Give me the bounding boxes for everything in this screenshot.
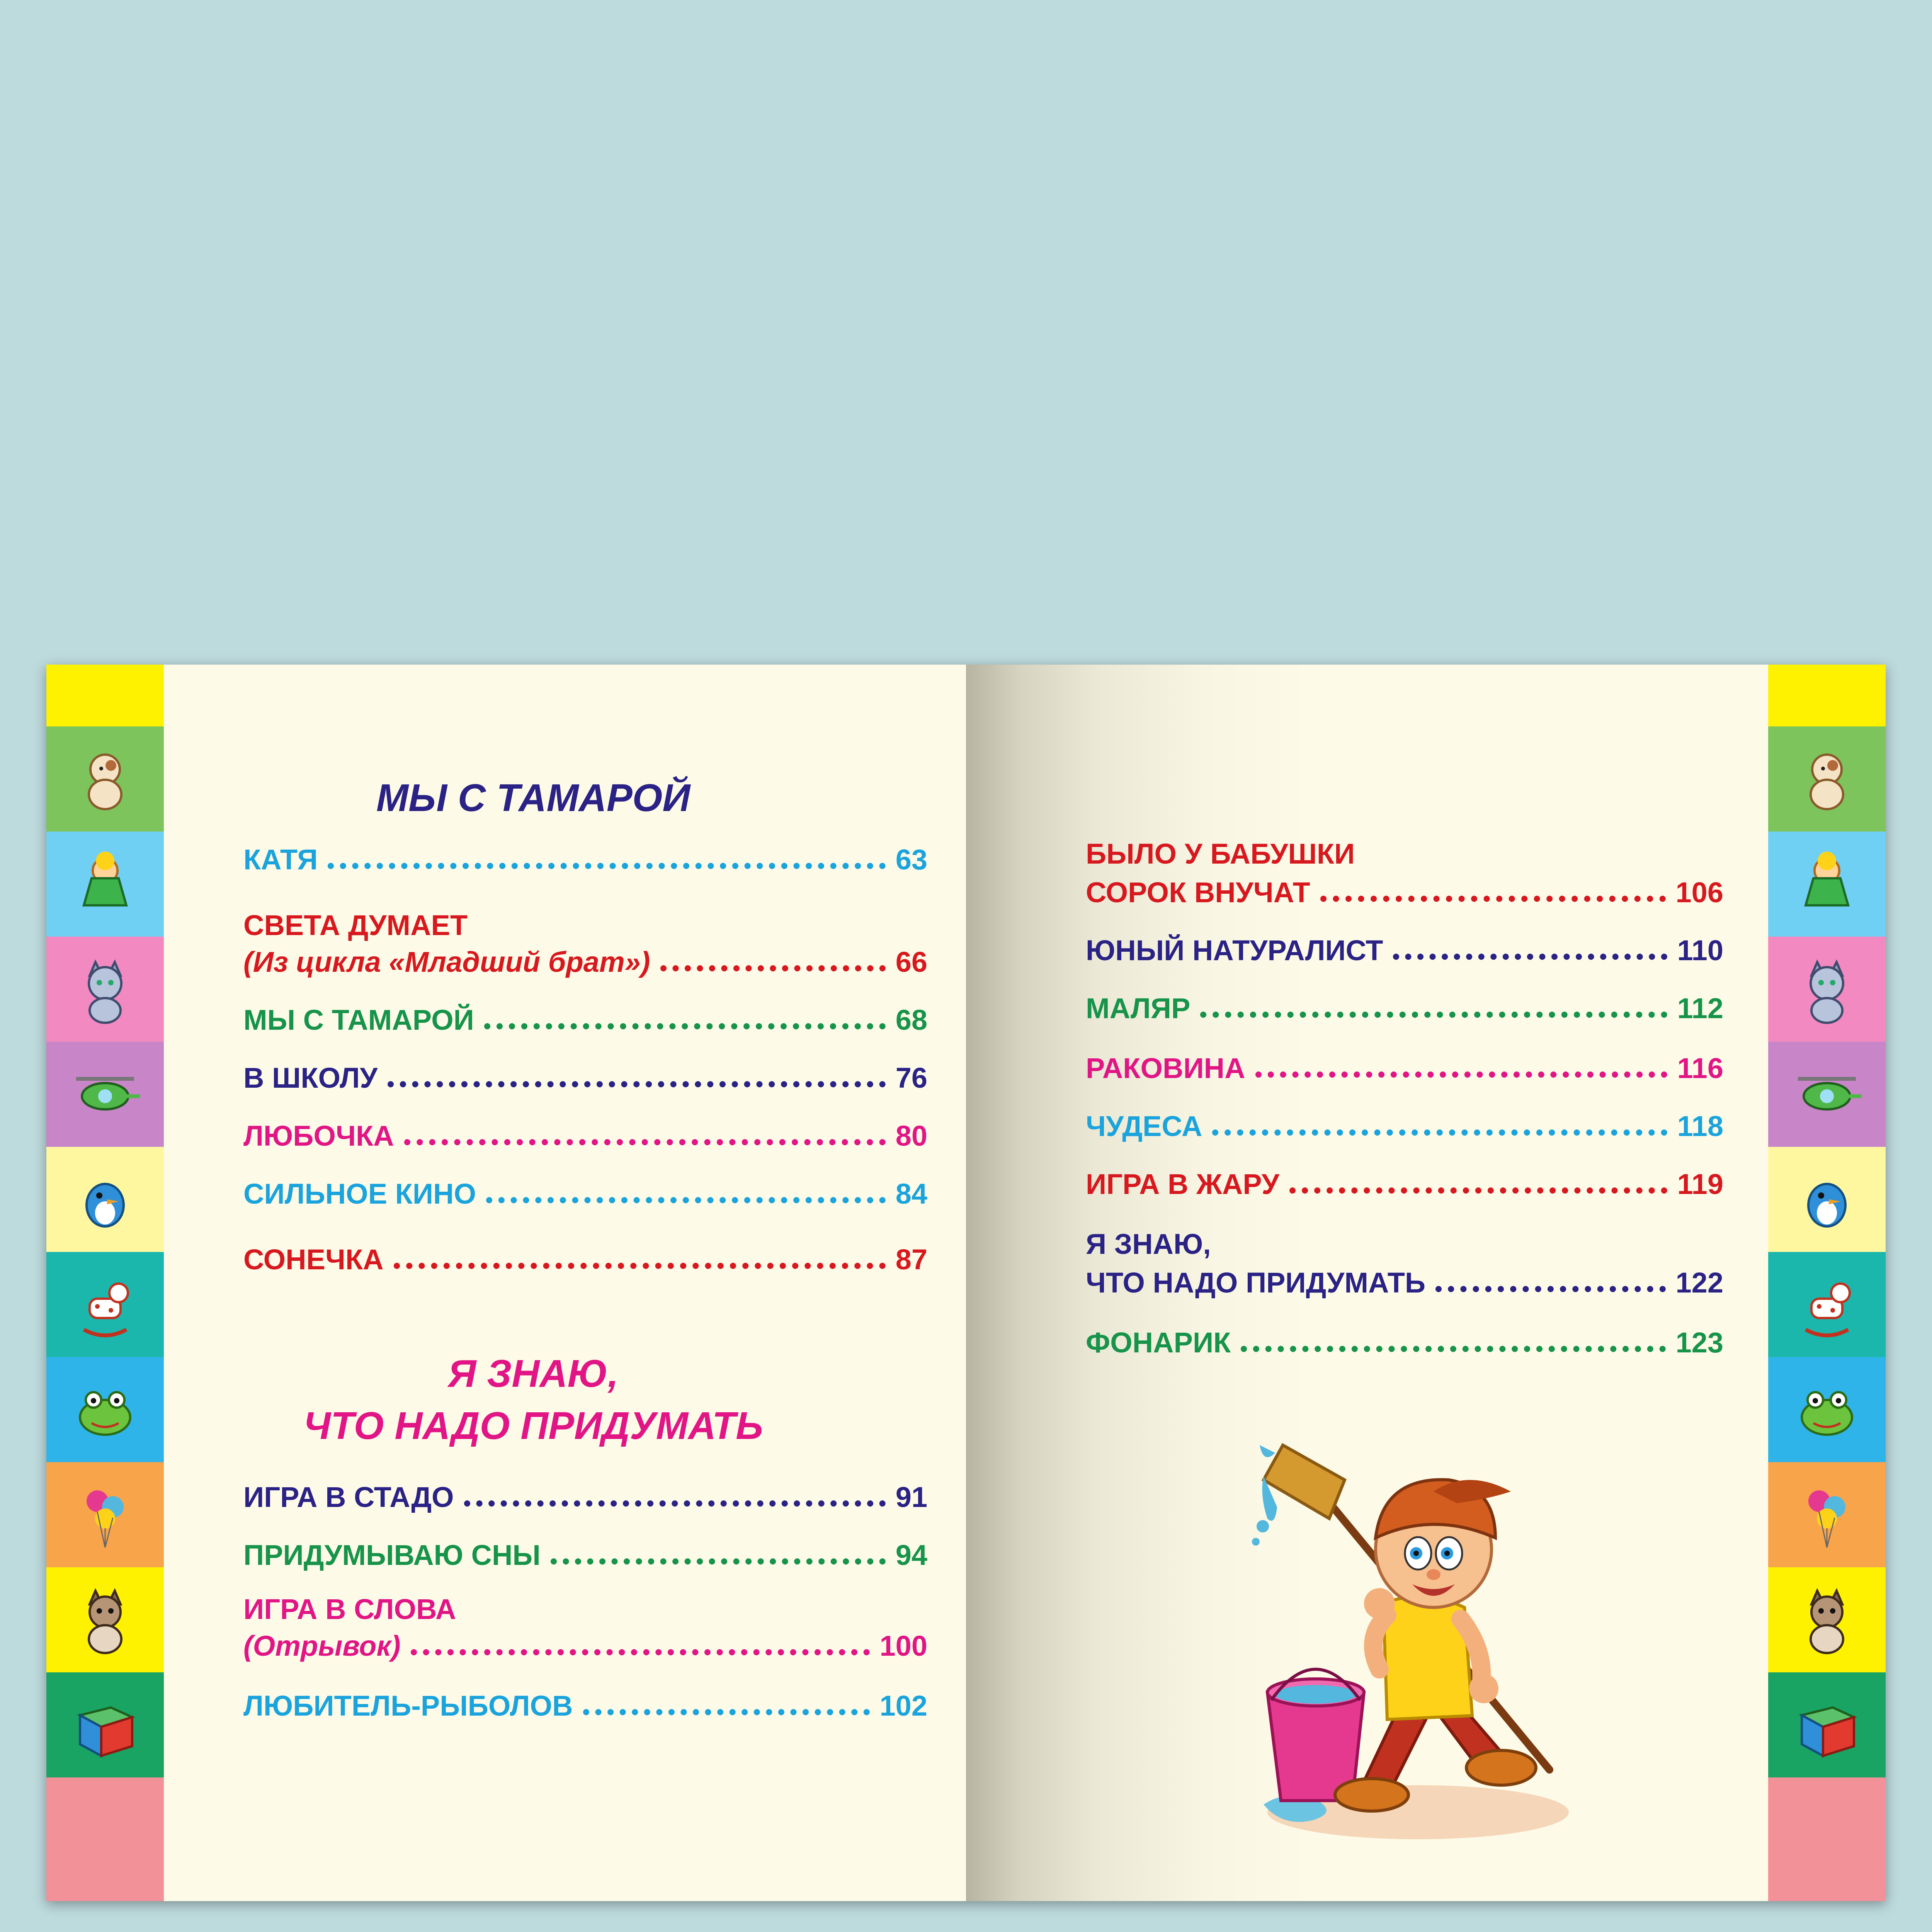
toc-entry[interactable] — [243, 1117, 927, 1155]
toc-entry[interactable] — [1086, 1107, 1723, 1146]
toc-entry-title-line1: БЫЛО У БАБУШКИ — [1086, 838, 1355, 870]
toc-entry-page: 68 — [895, 1004, 927, 1036]
frog-icon — [68, 1373, 142, 1446]
toc-entry-title: ЧТО НАДО ПРИДУМАТЬ — [1086, 1267, 1426, 1299]
toc-entry[interactable] — [243, 1175, 927, 1213]
toc-entry-page: 100 — [879, 1630, 927, 1662]
balloons-icon — [1790, 1478, 1864, 1551]
strip-tile — [46, 1462, 164, 1567]
toc-entry-subtitle: (Из цикла «Младший брат») — [243, 946, 650, 978]
dot-leader — [1241, 1346, 1665, 1352]
toc-entry[interactable] — [243, 840, 927, 879]
toc-entry-page: 87 — [895, 1243, 927, 1276]
cat-icon — [1790, 1583, 1864, 1656]
toc-entry[interactable] — [243, 1001, 927, 1039]
strip-tile — [46, 1672, 164, 1777]
toc-entry-page: 66 — [895, 946, 927, 978]
strip-tile — [1768, 726, 1886, 832]
toc-entry-page: 116 — [1677, 1052, 1723, 1084]
toc-entry[interactable] — [1086, 989, 1723, 1028]
dot-leader — [551, 1558, 886, 1565]
doll-icon — [68, 847, 142, 921]
toc-entry[interactable] — [1086, 1323, 1723, 1362]
strip-tile — [1768, 1252, 1886, 1357]
hand-right — [1469, 1674, 1498, 1703]
toc-entry[interactable] — [243, 1536, 927, 1575]
toc-entry-title: ЛЮБОЧКА — [243, 1120, 394, 1152]
left-decorative-strip — [46, 665, 164, 1901]
shoe-left — [1335, 1779, 1408, 1811]
dot-leader — [1212, 1129, 1667, 1136]
toc-entry-title: МАЛЯР — [1086, 992, 1190, 1024]
dot-leader — [1200, 1012, 1667, 1018]
dot-leader — [486, 1197, 886, 1203]
toc-entry-title: ЧУДЕСА — [1086, 1110, 1202, 1142]
bird-icon — [68, 1163, 142, 1236]
helicopter-icon — [1790, 1058, 1864, 1131]
strip-tile — [1768, 1777, 1886, 1901]
right-decorative-strip — [1768, 665, 1886, 1901]
toc-entry[interactable] — [243, 1240, 927, 1279]
toc-entry-title: ИГРА В СТАДО — [243, 1481, 454, 1513]
dot-leader — [411, 1649, 870, 1655]
strip-tile — [46, 1147, 164, 1252]
section-heading-1: МЫ С ТАМАРОЙ — [376, 776, 690, 820]
toc-entry[interactable] — [243, 1478, 927, 1517]
toc-entry-page: 84 — [895, 1178, 927, 1210]
dot-leader — [1255, 1071, 1667, 1078]
strip-tile — [1768, 832, 1886, 937]
toc-entry[interactable] — [243, 1059, 927, 1097]
dot-leader — [404, 1139, 886, 1145]
toc-entry-page: 112 — [1677, 992, 1723, 1024]
toc-entry-page: 122 — [1675, 1267, 1723, 1299]
strip-tile — [46, 1777, 164, 1901]
toc-entry-page: 94 — [895, 1539, 927, 1571]
balloons-icon — [68, 1478, 142, 1551]
toc-entry-title-line1: Я ЗНАЮ, — [1086, 1228, 1211, 1260]
strip-tile — [1768, 1357, 1886, 1462]
toc-entry[interactable] — [1086, 931, 1723, 970]
toc-entry-page: 63 — [895, 844, 927, 876]
toc-entry-title: ЛЮБИТЕЛЬ-РЫБОЛОВ — [243, 1690, 573, 1722]
strip-tile — [1768, 1147, 1886, 1252]
toc-entry-title: ИГРА В ЖАРУ — [1086, 1168, 1279, 1200]
toc-entry-page: 91 — [895, 1481, 927, 1513]
hand-left — [1364, 1588, 1395, 1619]
strip-tile — [46, 726, 164, 832]
toc-entry-page: 119 — [1677, 1168, 1723, 1200]
helicopter-icon — [68, 1058, 142, 1131]
toc-entry[interactable] — [243, 1687, 927, 1725]
dot-leader — [464, 1500, 886, 1507]
dog-icon — [1790, 742, 1864, 816]
left-page — [46, 665, 966, 1901]
cat-icon — [68, 1583, 142, 1656]
toc-entry-title: МЫ С ТАМАРОЙ — [243, 1004, 474, 1036]
toc-entry[interactable] — [1086, 873, 1723, 912]
kitten-icon — [1790, 952, 1864, 1026]
toc-entry-title-line1: ИГРА В СЛОВА — [243, 1593, 456, 1625]
rocking-horse-icon — [1790, 1268, 1864, 1341]
strip-tile — [1768, 937, 1886, 1042]
strip-tile — [46, 1357, 164, 1462]
toc-entry[interactable] — [243, 1627, 927, 1665]
dot-leader — [583, 1709, 870, 1715]
strip-tile — [46, 1567, 164, 1672]
dot-leader — [1320, 896, 1666, 902]
toc-entry[interactable] — [1086, 1165, 1723, 1204]
right-page — [966, 665, 1886, 1901]
bird-icon — [1790, 1163, 1864, 1236]
toc-entry-page: 110 — [1677, 934, 1723, 966]
section-heading-2-line1: Я ЗНАЮ, — [448, 1352, 619, 1395]
toc-entry-title: СОНЕЧКА — [243, 1243, 384, 1276]
toc-entry-title: РАКОВИНА — [1086, 1052, 1245, 1084]
toc-entry-page: 76 — [895, 1062, 927, 1094]
nose — [1427, 1569, 1440, 1580]
toc-entry[interactable] — [243, 943, 927, 981]
dot-leader — [484, 1023, 886, 1029]
dot-leader — [660, 965, 886, 971]
strip-tile — [46, 665, 164, 726]
kitten-icon — [68, 952, 142, 1026]
strip-tile — [46, 937, 164, 1042]
toc-entry-title-line1: СВЕТА ДУМАЕТ — [243, 909, 468, 941]
strip-tile — [1768, 1672, 1886, 1777]
dog-icon — [68, 742, 142, 816]
toc-entry-page: 80 — [895, 1120, 927, 1152]
toc-entry-page: 123 — [1675, 1327, 1723, 1359]
strip-tile — [46, 1252, 164, 1357]
frog-icon — [1790, 1373, 1864, 1446]
strip-tile — [1768, 1462, 1886, 1567]
toc-entry-page: 102 — [879, 1690, 927, 1722]
toc-entry-title: ЮНЫЙ НАТУРАЛИСТ — [1086, 934, 1383, 966]
toc-entry-title: ПРИДУМЫВАЮ СНЫ — [243, 1539, 541, 1571]
dot-leader — [328, 863, 885, 869]
toy-box-icon — [1790, 1688, 1864, 1762]
boy-painter-illustration — [1217, 1422, 1642, 1847]
toc-entry[interactable] — [1086, 1264, 1723, 1302]
toc-entry-title: СОРОК ВНУЧАТ — [1086, 876, 1310, 908]
toc-entry-page: 106 — [1675, 876, 1723, 908]
rocking-horse-icon — [68, 1268, 142, 1341]
strip-tile — [46, 832, 164, 937]
section-heading-2-line2: ЧТО НАДО ПРИДУМАТЬ — [303, 1404, 763, 1447]
toc-entry-subtitle: (Отрывок) — [243, 1630, 401, 1662]
strip-tile — [1768, 665, 1886, 726]
shoe-right — [1466, 1750, 1536, 1785]
dot-leader — [1435, 1286, 1665, 1292]
toc-entry[interactable] — [1086, 1049, 1723, 1088]
strip-tile — [46, 1042, 164, 1147]
strip-tile — [1768, 1567, 1886, 1672]
dot-leader — [388, 1081, 885, 1087]
toc-entry-title: СИЛЬНОЕ КИНО — [243, 1178, 476, 1210]
toy-box-icon — [68, 1688, 142, 1762]
dot-leader — [1289, 1187, 1667, 1194]
book-spread — [46, 665, 1886, 1901]
dot-leader — [394, 1263, 886, 1269]
toc-entry-title: В ШКОЛУ — [243, 1062, 378, 1094]
toc-entry-title: ФОНАРИК — [1086, 1327, 1231, 1359]
toc-entry-page: 118 — [1677, 1110, 1723, 1142]
dot-leader — [1393, 954, 1667, 960]
toc-entry-title: КАТЯ — [243, 844, 318, 876]
paint-brush-icon — [1252, 1445, 1345, 1546]
doll-icon — [1790, 847, 1864, 921]
strip-tile — [1768, 1042, 1886, 1147]
